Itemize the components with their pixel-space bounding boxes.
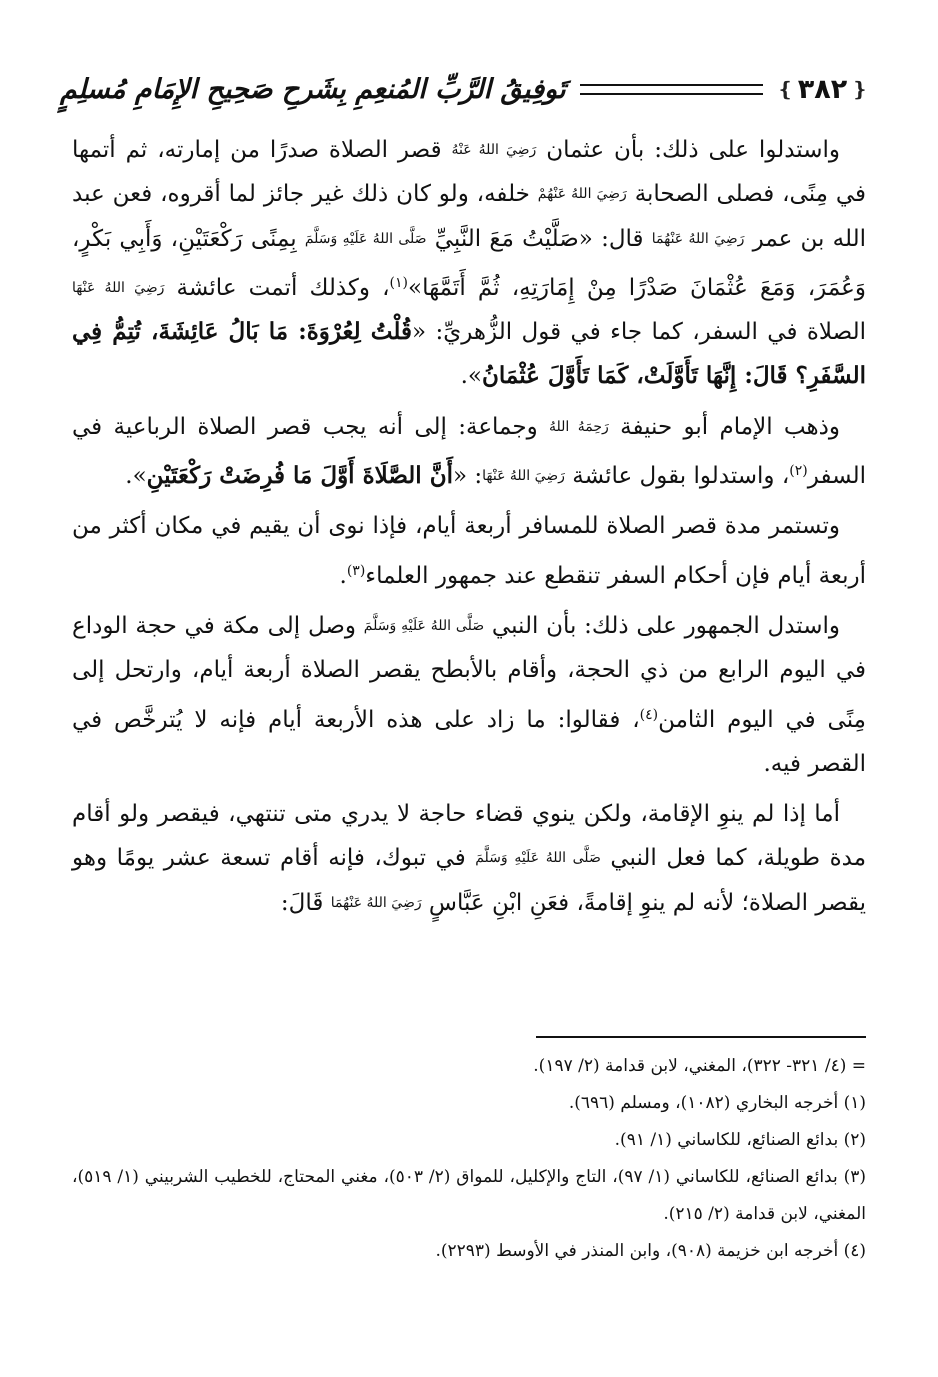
text-segment: في تبوك، فإنه أقام تسعة عشر يومًا وهو يقصر الصلاة؛ لأنه لم ينوِ إقامةً، فعَنِ ابْنِ عَبَّاسٍ — [72, 845, 866, 916]
text-segment: واستدلوا على ذلك: بأن عثمان — [536, 137, 840, 163]
footnote-reference: (٢) — [789, 463, 808, 480]
body-paragraph — [72, 792, 866, 925]
text-segment: أما إذا لم ينوِ الإقامة، ولكن ينوي قضاء حاجة لا يدري متى تنتهي، فيقصر ولو أقام مدة طويلة، كما فعل النبي — [72, 801, 867, 872]
text-segment: وصل إلى مكة في حجة الوداع في اليوم الرابع من ذي الحجة، وأقام بالأبطح يقصر الصلاة أربعة أيام، وارتحل إلى مِنًى في اليوم الثامن — [72, 612, 866, 733]
footnote-item: (٢) بدائع الصنائع، للكاساني (١/ ٩١). — [614, 1130, 866, 1150]
text-segment: ، وكذلك أتمت عائشة — [164, 274, 390, 301]
text-segment: وجماعة: إلى أنه يجب قصر الصلاة الرباعية في السفر — [72, 413, 866, 490]
text-segment: بِمِنًى رَكْعَتَيْنِ، وَأَبِي بَكْرٍ، وَعُمَرَ، وَمَعَ عُثْمَانَ صَدْرًا مِنْ إِمَارَتِهِ، ثُمَّ أَتَمَّهَا» — [72, 225, 867, 301]
hadith-quote: أَنَّ الصَّلَاةَ أَوَّلَ مَا فُرِضَتْ رَكْعَتَيْنِ — [146, 462, 453, 490]
text-segment: الصلاة في السفر، كما جاء في قول الزُّهريِّ: « — [411, 319, 866, 346]
honorific-glyph: صَلَّى اللهُ عَلَيْهِ وَسَلَّمَ — [304, 230, 427, 247]
text-segment: قال: «صَلَّيْتُ مَعَ النَّبِيِّ — [426, 225, 652, 252]
body-paragraph — [72, 405, 866, 499]
text-segment: خلفه، ولو كان ذلك غير جائز لما أقروه، فعن عبد الله بن عمر — [72, 181, 866, 252]
footnotes — [72, 1048, 866, 1270]
footnote-reference: (٤) — [639, 706, 659, 723]
main-text — [72, 128, 866, 931]
footnote-separator — [536, 1036, 866, 1038]
honorific-glyph: رَضِيَ اللهُ عَنْهُمَا — [651, 230, 745, 247]
text-segment: قصر الصلاة صدرًا من إمارته، ثم أتمها في مِنًى، فصلى الصحابة — [72, 137, 867, 208]
page-header — [60, 58, 868, 120]
footnote-item: (١) أخرجه البخاري (١٠٨٢)، ومسلم (٦٩٦). — [568, 1093, 866, 1113]
honorific-glyph: رَضِيَ اللهُ عَنْهُمْ — [537, 186, 627, 203]
text-segment: ». — [125, 463, 147, 490]
header-rule — [580, 84, 763, 95]
text-segment: واستدل الجمهور على ذلك: بأن النبي — [484, 612, 840, 639]
left-ornament-icon: ❴ — [851, 77, 868, 101]
footnote-item: (٣) بدائع الصنائع، للكاساني (١/ ٩٧)، التاج والإكليل، للمواق (٢/ ٥٠٣)، مغني المحتاج، للخطيب الشربيني (١/ ٥١٩)، المغني، لابن قدامة (٢/ ٢١٥). — [72, 1167, 866, 1224]
footnote-reference: (١) — [389, 274, 408, 291]
honorific-glyph: صَلَّى اللهُ عَلَيْهِ وَسَلَّمَ — [363, 617, 485, 634]
text-segment: ». — [460, 363, 483, 390]
honorific-glyph: رَضِيَ اللهُ عَنْهُمَا — [330, 894, 422, 911]
hadith-quote: قُلْتُ لِعُرْوَةَ: مَا بَالُ عَائِشَةَ، تُتِمُّ فِي السَّفَرِ؟ قَالَ: إِنَّهَا تَأَوَّلَتْ، كَمَا تَأَوَّلَ عُثْمَانُ — [72, 318, 866, 390]
book-title: تَوفِيقُ الرَّبِّ المُنعِمِ بِشَرحِ صَحِيحِ الإِمَامِ مُسلِمٍ — [60, 73, 566, 105]
body-paragraph — [72, 604, 866, 786]
text-segment: ، واستدلوا بقول عائشة — [564, 463, 790, 490]
text-segment: وتستمر مدة قصر الصلاة للمسافر أربعة أيام، فإذا نوى أن يقيم في مكان أكثر من أربعة أيام فإن أحكام السفر تنقطع عند جمهور العلماء — [72, 513, 866, 589]
footnote-item: (٤) أخرجه ابن خزيمة (٩٠٨)، وابن المنذر في الأوسط (٢٢٩٣). — [435, 1241, 866, 1261]
page-number: ٣٨٢ — [797, 73, 848, 105]
honorific-glyph: رَضِيَ اللهُ عَنْهُ — [451, 142, 537, 158]
text-segment: : « — [452, 463, 483, 490]
honorific-glyph: رَضِيَ اللهُ عَنْهَا — [72, 279, 165, 296]
text-segment: قَالَ: — [280, 889, 331, 916]
page-number-frame — [777, 74, 868, 105]
right-ornament-icon: ❵ — [777, 77, 794, 101]
honorific-glyph: رَضِيَ اللهُ عَنْهَا — [482, 468, 565, 485]
honorific-glyph: رَحِمَهُ اللهُ — [549, 418, 609, 435]
text-segment: ، فقالوا: ما زاد على هذه الأربعة أيام فإنه لا يُترخَّص في القصر فيه. — [72, 706, 866, 777]
text-segment: وذهب الإمام أبو حنيفة — [608, 413, 840, 440]
text-segment: . — [339, 562, 347, 589]
footnote-item: = (٤/ ٣٢١- ٣٢٢)، المغني، لابن قدامة (٢/ ١٩٧). — [533, 1056, 866, 1076]
honorific-glyph: صَلَّى اللهُ عَلَيْهِ وَسَلَّمَ — [475, 850, 601, 867]
footnote-reference: (٣) — [346, 562, 366, 579]
body-paragraph — [72, 504, 866, 598]
body-paragraph — [72, 128, 866, 399]
